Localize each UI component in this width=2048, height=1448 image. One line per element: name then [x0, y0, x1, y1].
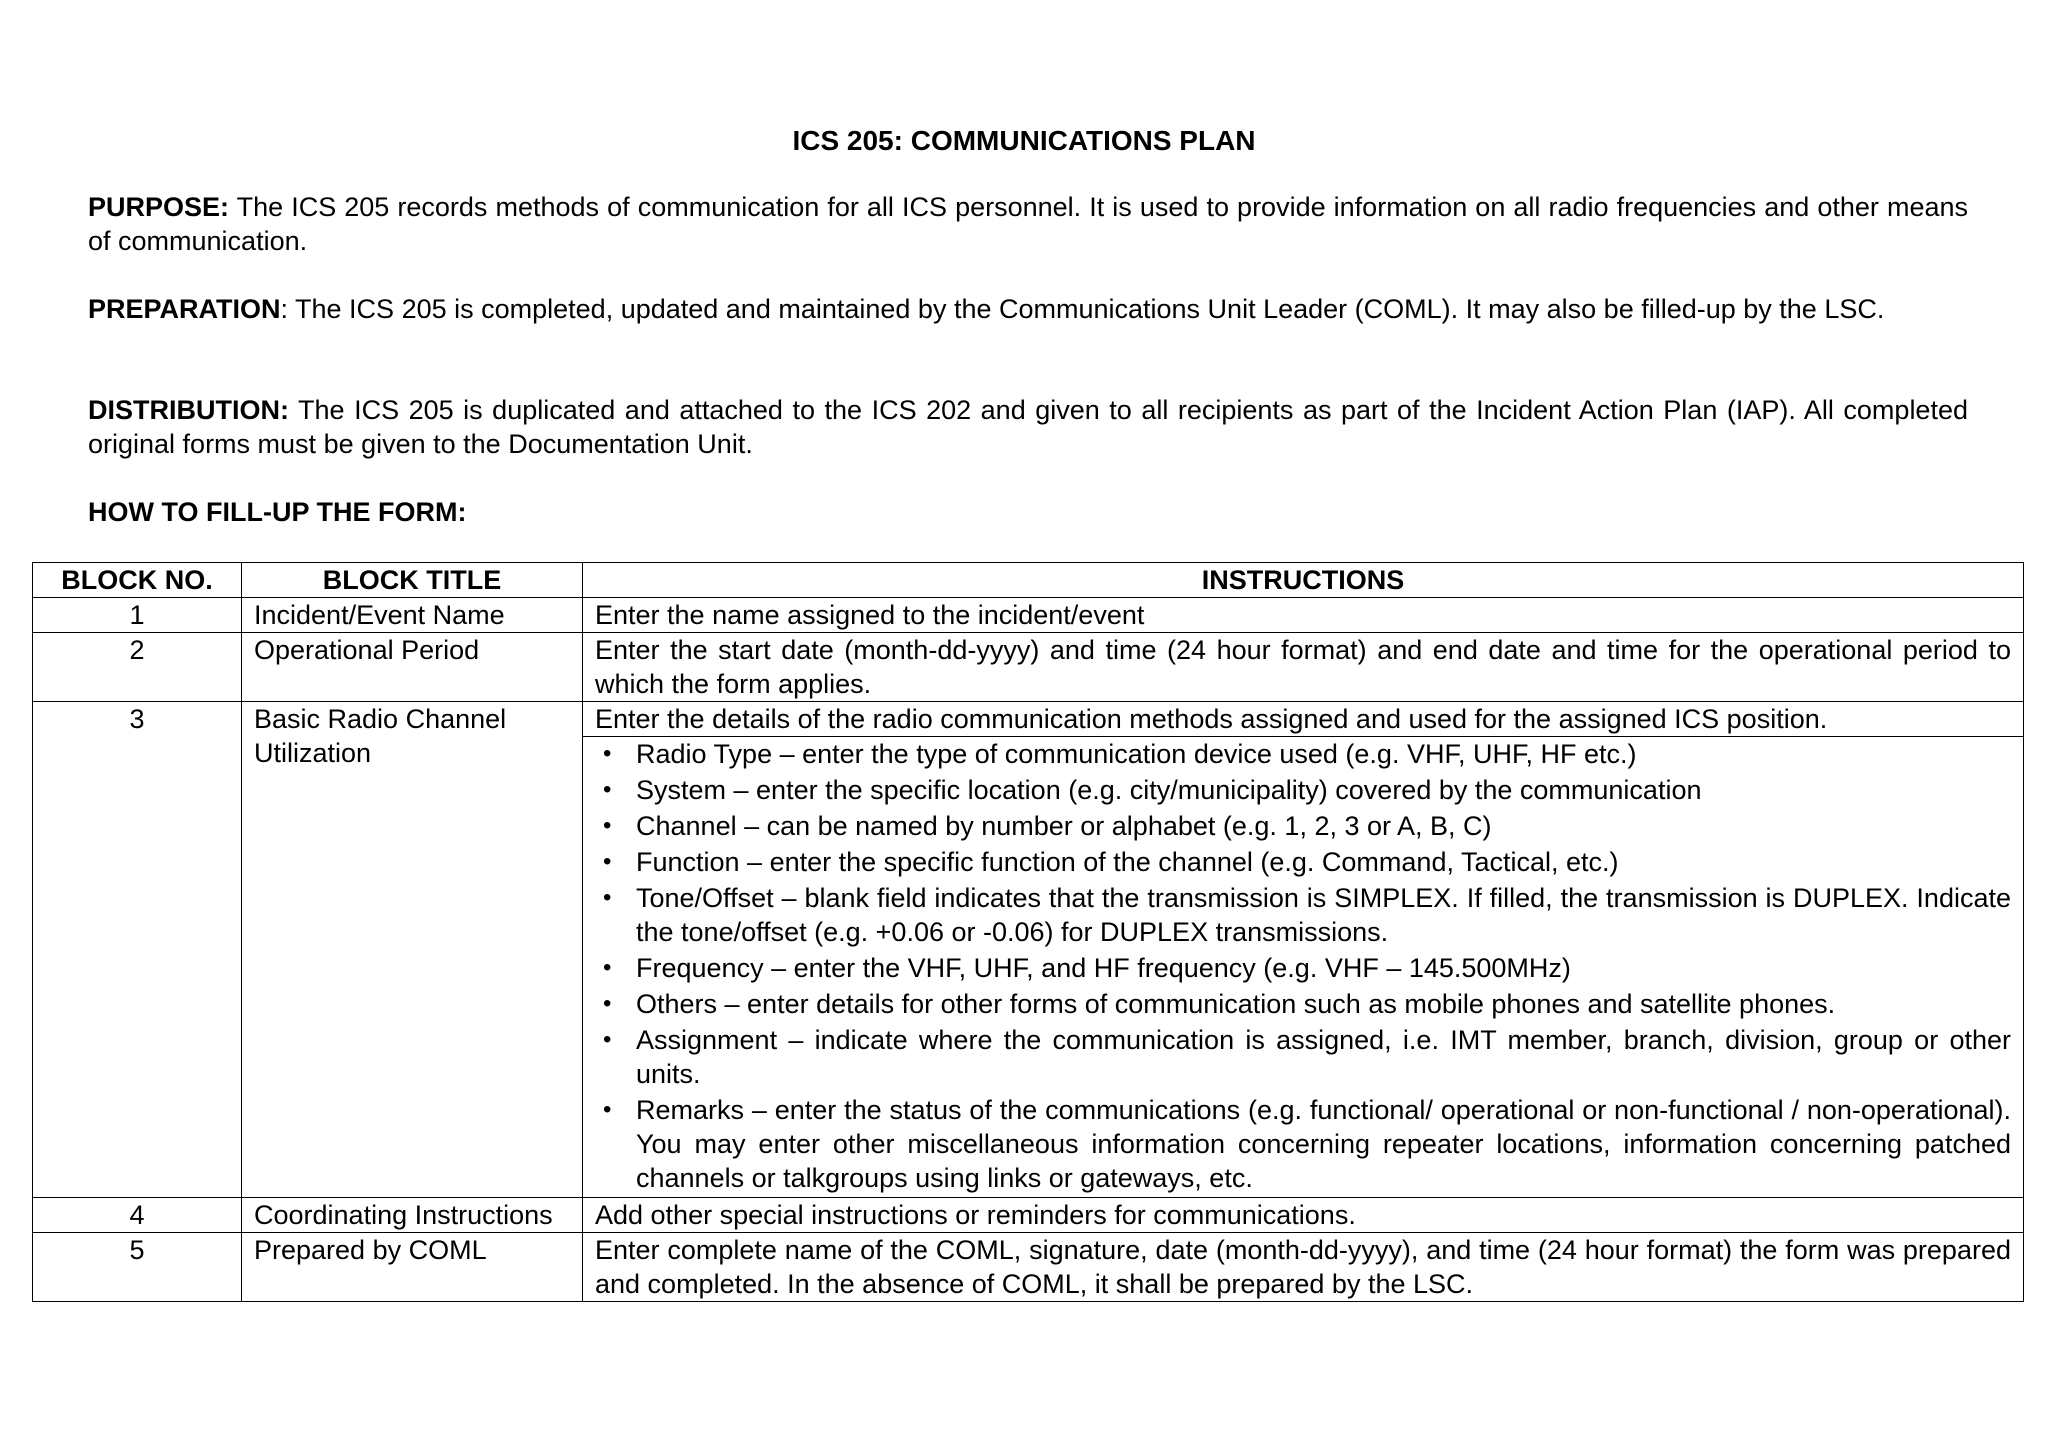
list-item: • Function – enter the specific function of the channel (e.g. Command, Tactical, etc.) — [595, 845, 2011, 879]
preparation-paragraph — [88, 292, 1968, 326]
block-instructions: Enter complete name of the COML, signature, date (month-dd-yyyy), and time (24 hour format) the form was prepared and completed. In the absence of COML, it shall be prepared by the LSC. — [583, 1233, 2024, 1302]
header-instructions: INSTRUCTIONS — [583, 563, 2024, 598]
list-item: • System – enter the specific location (e.g. city/municipality) covered by the communication — [595, 773, 2011, 807]
block-instructions: Enter the details of the radio communication methods assigned and used for the assigned ICS position. — [583, 702, 2024, 737]
block-number: 2 — [33, 633, 242, 702]
purpose-text: The ICS 205 records methods of communication for all ICS personnel. It is used to provide information on all radio frequencies and other means of communication. — [88, 192, 1968, 256]
preparation-text: : The ICS 205 is completed, updated and maintained by the Communications Unit Leader (COML). It may also be filled-up by the LSC. — [280, 294, 1885, 324]
block-title: Incident/Event Name — [242, 598, 583, 633]
purpose-label: PURPOSE: — [88, 192, 230, 222]
block-bullets-cell — [583, 737, 2024, 1198]
block-instructions: Enter the name assigned to the incident/event — [583, 598, 2024, 633]
table-row — [33, 1198, 2024, 1233]
block-title: Coordinating Instructions — [242, 1198, 583, 1233]
table-header-row — [33, 563, 2024, 598]
table-row — [33, 1233, 2024, 1302]
block-number: 4 — [33, 1198, 242, 1233]
list-item: • Frequency – enter the VHF, UHF, and HF frequency (e.g. VHF – 145.500MHz) — [595, 951, 2011, 985]
list-item: • Remarks – enter the status of the communications (e.g. functional/ operational or non-functional / non-operational). You may enter other miscellaneous information concerning repeater locations, information concerning patched channels or talkgroups using links or gateways, etc. — [595, 1093, 2011, 1195]
distribution-text: The ICS 205 is duplicated and attached to the ICS 202 and given to all recipients as part of the Incident Action Plan (IAP). All completed original forms must be given to the Documentation Unit. — [88, 395, 1968, 459]
block-instructions: Add other special instructions or reminders for communications. — [583, 1198, 2024, 1233]
table-row — [33, 702, 2024, 737]
block-title: Prepared by COML — [242, 1233, 583, 1302]
block-title: Basic Radio Channel Utilization — [242, 702, 583, 1198]
instructions-table — [32, 562, 2024, 1302]
distribution-label: DISTRIBUTION: — [88, 395, 289, 425]
table-row — [33, 598, 2024, 633]
document-title: ICS 205: COMMUNICATIONS PLAN — [792, 125, 1256, 156]
list-item: • Assignment – indicate where the communication is assigned, i.e. IMT member, branch, division, group or other units. — [595, 1023, 2011, 1091]
list-item: • Channel – can be named by number or alphabet (e.g. 1, 2, 3 or A, B, C) — [595, 809, 2011, 843]
block-instructions: Enter the start date (month-dd-yyyy) and time (24 hour format) and end date and time for the operational period to which the form applies. — [583, 633, 2024, 702]
purpose-paragraph — [88, 190, 1968, 258]
block-number: 5 — [33, 1233, 242, 1302]
preparation-label: PREPARATION — [88, 294, 281, 324]
distribution-paragraph — [88, 393, 1968, 461]
block-number: 1 — [33, 598, 242, 633]
header-block-title: BLOCK TITLE — [242, 563, 583, 598]
header-block-no: BLOCK NO. — [33, 563, 242, 598]
bullet-list — [595, 737, 2011, 1195]
list-item: • Tone/Offset – blank field indicates that the transmission is SIMPLEX. If filled, the transmission is DUPLEX. Indicate the tone/offset (e.g. +0.06 or -0.06) for DUPLEX transmissions. — [595, 881, 2011, 949]
block-number: 3 — [33, 702, 242, 1198]
list-item: • Radio Type – enter the type of communication device used (e.g. VHF, UHF, HF etc.) — [595, 737, 2011, 771]
list-item: • Others – enter details for other forms of communication such as mobile phones and satellite phones. — [595, 987, 2011, 1021]
how-to-heading: HOW TO FILL-UP THE FORM: — [88, 497, 467, 527]
table-row — [33, 633, 2024, 702]
block-title: Operational Period — [242, 633, 583, 702]
